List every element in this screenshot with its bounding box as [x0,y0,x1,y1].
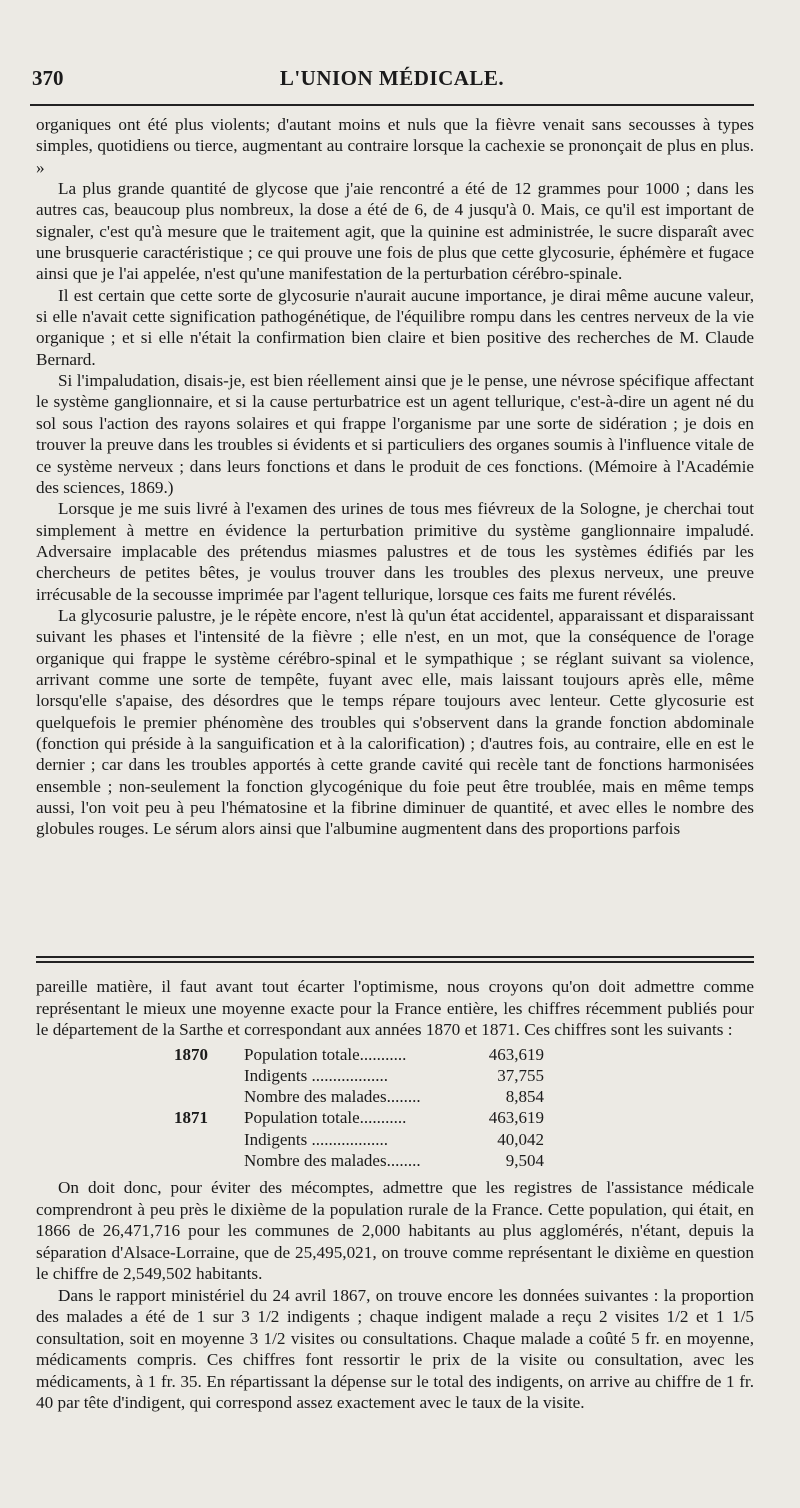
paragraph: Si l'impaludation, disais-je, est bien réellement ainsi que je le pense, une névrose spécifique affectant le système ganglionnaire, et si la cause perturbatrice est un agent tellurique, c'est-à-dire un agent né du sol sous l'action des rayons solaires et qui frappe l'organisme par une sorte de sidération ; je dois en trouver la preuve dans les troubles si évidents et si particuliers des organes soumis à l'influence vitale de ce système nerveux ; dans leurs fonctions et dans le produit de ces fonctions. (Mémoire à l'Académie des sciences, 1869.) [36,371,754,497]
value-cell: 40,042 [497,1129,544,1149]
table-row [174,1065,544,1086]
year-cell [174,1129,244,1150]
paragraph: On doit donc, pour éviter des mécomptes, admettre que les registres de l'assistance médicale comprendront à peu près le dixième de la population rurale de la France. Cette population, qui était, en 1866 de 26,471,716 pour les communes de 2,000 habitants au plus agglomérés, n'étant, depuis la séparation d'Alsace-Lorraine, que de 25,495,021, on trouve comme représentant le dixième en question le chiffre de 2,549,502 habitants. [36,1178,754,1284]
upper-article [36,114,754,840]
table-row [174,1086,544,1107]
label-cell: Indigents .................. [244,1129,389,1149]
statistics-table [174,1044,544,1172]
section-separator [36,956,754,963]
table-row [174,1107,544,1128]
value-cell: 37,755 [497,1065,544,1085]
year-cell [174,1065,244,1086]
label-cell: Indigents .................. [244,1065,389,1085]
paragraph: La plus grande quantité de glycose que j'aie rencontré a été de 12 grammes pour 1000 ; dans les autres cas, beaucoup plus nombreux, la dose a été de 6, de 4 jusqu'à 0. Mais, ce qu'il est important de signaler, c'est qu'à mesure que le traitement agit, que la quinine est administrée, le sucre disparaît avec une brusquerie caractéristique ; ce qui prouve une fois de plus que cette glycosurie, éphémère et fugace ainsi que je l'ai appelée, n'est qu'une manifestation de la perturbation cérébro-spinale. [36,179,754,284]
table-row [174,1150,544,1171]
paragraph: organiques ont été plus violents; d'autant moins et nuls que la fièvre venait sans secousses à types simples, quotidiens ou tierce, augmentant au contraire lorsque la cachexie se prononçait de plus en plus. » [36,115,754,177]
value-cell: 463,619 [488,1108,544,1128]
value-cell: 463,619 [488,1044,544,1064]
paragraph: Il est certain que cette sorte de glycosurie n'aurait aucune importance, je dirai même aucune valeur, si elle n'avait cette signification pathogénétique, de l'équilibre rompu dans les centres nerveux de la vie organique ; et si elle n'était la confirmation bien claire et bien positive des recherches de M. Claude Bernard. [36,285,754,369]
year-cell: 1870 [174,1044,208,1064]
header-rule [30,104,754,106]
value-cell: 8,854 [505,1087,544,1107]
label-cell: Nombre des malades........ [244,1087,421,1107]
lower-article [36,976,754,1414]
value-cell: 9,504 [505,1150,544,1170]
paragraph: Dans le rapport ministériel du 24 avril 1867, on trouve encore les données suivantes : la proportion des malades a été de 1 sur 3 1/2 indigents ; chaque indigent malade a reçu 2 visites 1/2 et 1 1/5 consultation, soit en moyenne 3 1/2 visites ou consultations. Chaque malade a coûté 5 fr. en moyenne, médicaments compris. Ces chiffres font ressortir le prix de la visite ou consultation, avec les médicaments, à 1 fr. 35. En répartissant la dépense sur le total des indigents, on arrive au chiffre de 1 fr. 40 par tête d'indigent, qui correspond assez exactement avec le taux de la visite. [36,1285,754,1413]
year-cell: 1871 [174,1108,208,1128]
table-row [174,1129,544,1150]
page-header [32,66,752,98]
page-number: 370 [32,66,64,90]
paragraph: La glycosurie palustre, je le répète encore, n'est là qu'un état accidentel, apparaissant et disparaissant suivant les phases et l'intensité de la fièvre ; elle n'est, en un mot, que la conséquence de l'orage organique qui frappe le système cérébro-spinal et le sympathique ; se réglant suivant sa violence, arrivant comme une sorte de tempête, fuyant avec elle, mais laissant toujours après elle, même lorsqu'elle s'apaise, des désordres que le temps répare toujours avec lenteur. Cette glycosurie est quelquefois le premier phénomène des troubles qui s'observent dans la grande fonction abdominale (fonction qui préside à la sanguification et à la calorification) ; d'autres fois, au contraire, elle en est le dernier ; car dans les troubles apportés à cette grande cavité qui recèle tant de fonctions harmonisées ensemble ; non-seulement la fonction glycogénique du foie peut être troublée, mais en même temps aussi, l'on voit peu à peu l'hématosine et la fibrine diminuer de quantité, et avec elles le nombre des globules rouges. Le sérum alors ainsi que l'albumine augmentent dans des proportions parfois [36,605,754,839]
label-cell: Population totale........... [244,1108,407,1128]
running-title: L'UNION MÉDICALE. [279,66,505,90]
year-cell [174,1150,244,1171]
table-row [174,1044,544,1065]
label-cell: Nombre des malades........ [244,1150,421,1170]
paragraph: Lorsque je me suis livré à l'examen des urines de tous mes fiévreux de la Sologne, je cherchai tout simplement à mettre en évidence la perturbation primitive du système ganglionnaire impaludé. Adversaire implacable des prétendus miasmes palustres et de tous les systèmes édifiés par les chercheurs de petites bêtes, je voulus trouver dans les troubles des plexus nerveux, une preuve irrécusable de la secousse imprimée par l'agent tellurique, lorsque ces faits me furent révélés. [36,499,754,604]
paragraph: pareille matière, il faut avant tout écarter l'optimisme, nous croyons qu'on doit admettre comme représentant le mieux une moyenne exacte pour la France entière, les chiffres récemment publiés pour le département de la Sarthe et correspondant aux années 1870 et 1871. Ces chiffres sont les suivants : [36,977,754,1039]
year-cell [174,1086,244,1107]
label-cell: Population totale........... [244,1044,407,1064]
